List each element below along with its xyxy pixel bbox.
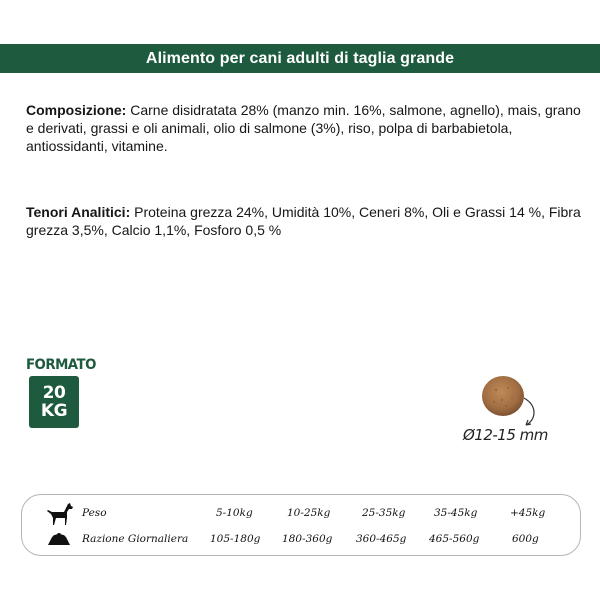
curved-arrow-icon <box>524 398 534 425</box>
header-banner <box>0 44 600 73</box>
kibble-size-label: Ø12-15 mm <box>463 426 548 444</box>
analytic-label: Tenori Analitici: <box>26 204 131 220</box>
table-cell: 5-10kg <box>216 507 253 519</box>
table-cell: 600g <box>512 533 539 545</box>
table-cell: 105-180g <box>210 533 261 545</box>
table-cell: 35-45kg <box>434 507 478 519</box>
table-cell: +45kg <box>510 507 546 519</box>
table-cell: 25-35kg <box>362 507 406 519</box>
row-label: Peso <box>82 507 107 519</box>
food-bowl-icon <box>46 531 72 547</box>
table-cell: 360-465g <box>356 533 407 545</box>
formato-badge <box>29 376 79 428</box>
analytic-paragraph <box>26 203 582 239</box>
table-row <box>22 526 580 552</box>
table-cell: 180-360g <box>282 533 333 545</box>
product-title: Alimento per cani adulti di taglia grande <box>145 49 455 67</box>
table-cell: 10-25kg <box>287 507 331 519</box>
formato-label: FORMATO <box>26 357 96 373</box>
formato-value-unit: KG <box>40 401 68 421</box>
table-cell: 465-560g <box>429 533 480 545</box>
kibble-piece-icon <box>482 376 524 416</box>
composition-label: Composizione: <box>26 102 127 118</box>
row-label: Razione Giornaliera <box>82 533 189 545</box>
composition-text: Carne disidratata 28% (manzo min. 16%, salmone, agnello), mais, grano e derivati, grassi e oli animali, olio di salmone (3%), riso, polpa di barbabietola, antiossidanti, vitamine. <box>26 102 581 154</box>
analytic-text: Proteina grezza 24%, Umidità 10%, Ceneri 8%, Oli e Grassi 14 %, Fibra grezza 3,5%, Calcio 1,1%, Fosforo 0,5 % <box>26 204 581 238</box>
formato-value-number: 20 <box>42 383 66 403</box>
table-row <box>22 500 580 526</box>
dog-icon <box>44 502 74 526</box>
composition-paragraph <box>26 101 582 155</box>
feeding-table <box>21 494 581 556</box>
